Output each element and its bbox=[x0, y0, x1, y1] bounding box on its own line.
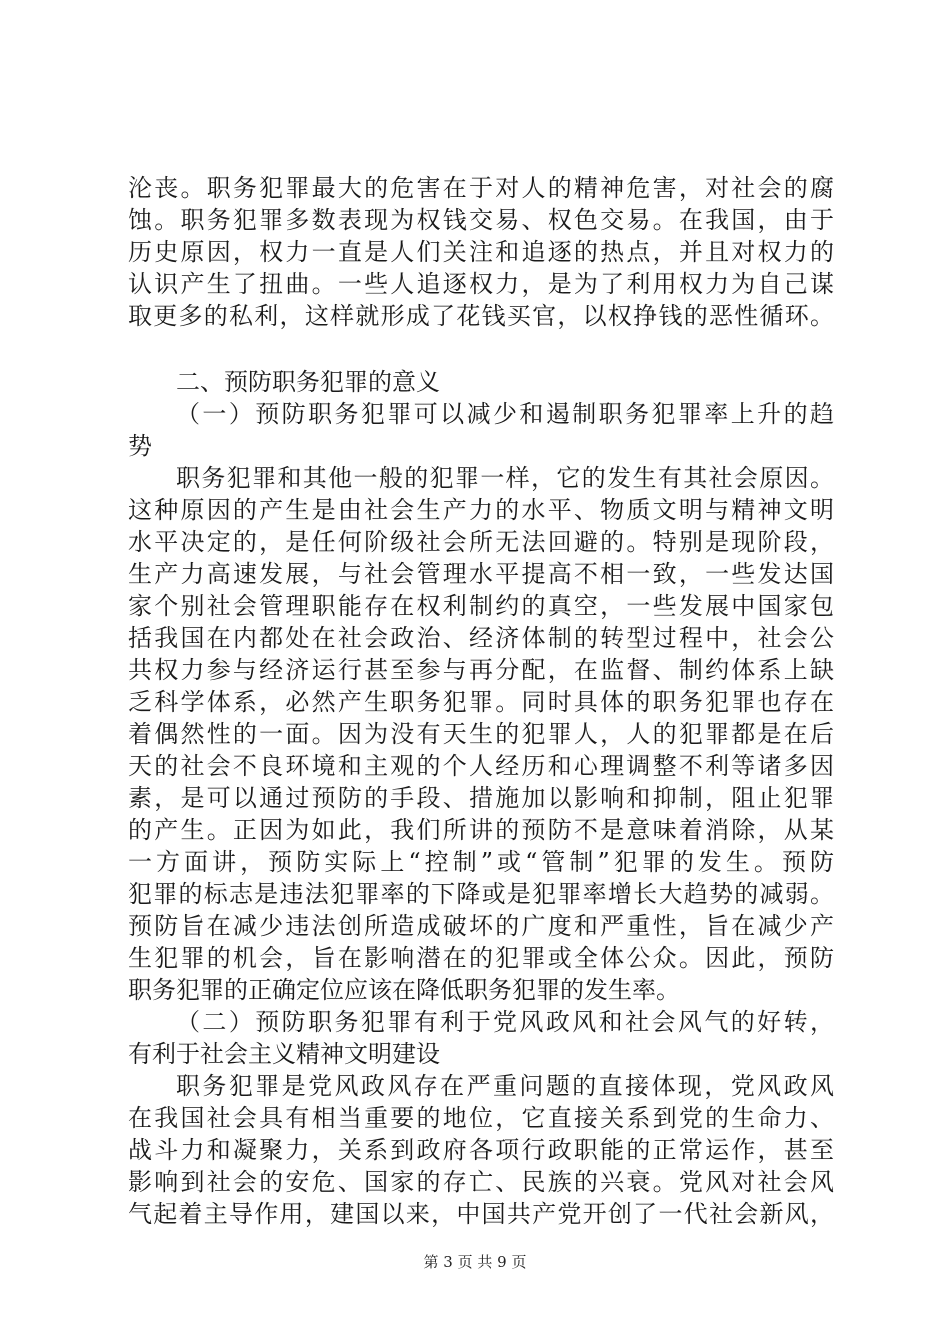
text-line: 的产生。正因为如此，我们所讲的预防不是意味着消除，从某 bbox=[128, 816, 834, 844]
paragraph-gap bbox=[128, 332, 834, 366]
text-line: 职务犯罪的正确定位应该在降低职务犯罪的发生率。 bbox=[128, 976, 680, 1004]
text-line: 战斗力和凝聚力，关系到政府各项行政职能的正常运作，甚至 bbox=[128, 1136, 834, 1164]
text-line: 天的社会不良环境和主观的个人经历和心理调整不利等诸多因 bbox=[128, 752, 834, 780]
text-line: 水平决定的，是任何阶级社会所无法回避的。特别是现阶段， bbox=[128, 528, 834, 556]
subheading-line: 势 bbox=[128, 432, 152, 460]
paragraph-1 bbox=[128, 462, 834, 1006]
subheading-line: 有利于社会主义精神文明建设 bbox=[128, 1040, 440, 1068]
text-line: 职务犯罪是党风政风存在严重问题的直接体现，党风政风 bbox=[176, 1072, 834, 1100]
text-line: 蚀。职务犯罪多数表现为权钱交易、权色交易。在我国，由于 bbox=[128, 206, 834, 234]
page-number-label: 第 3 页 共 9 页 bbox=[423, 1253, 527, 1271]
section-heading: 二、预防职务犯罪的意义 bbox=[176, 368, 440, 396]
text-line: 这种原因的产生是由社会生产力的水平、物质文明与精神文明 bbox=[128, 496, 834, 524]
paragraph-2 bbox=[128, 1070, 834, 1230]
text-line: 预防旨在减少违法创所造成破坏的广度和严重性，旨在减少产 bbox=[128, 912, 834, 940]
paragraph-continuation bbox=[128, 172, 834, 332]
text-line: 家个别社会管理职能存在权利制约的真空，一些发展中国家包 bbox=[128, 592, 834, 620]
text-line: 着偶然性的一面。因为没有天生的犯罪人，人的犯罪都是在后 bbox=[128, 720, 834, 748]
text-line: 认识产生了扭曲。一些人追逐权力，是为了利用权力为自己谋 bbox=[128, 270, 834, 298]
subheading-line: （一）预防职务犯罪可以减少和遏制职务犯罪率上升的趋 bbox=[176, 400, 834, 428]
text-line: 历史原因，权力一直是人们关注和追逐的热点，并且对权力的 bbox=[128, 238, 834, 266]
text-line: 在我国社会具有相当重要的地位，它直接关系到党的生命力、 bbox=[128, 1104, 834, 1132]
subheading-1 bbox=[128, 398, 834, 462]
subheading-2 bbox=[128, 1006, 834, 1070]
text-line: 取更多的私利，这样就形成了花钱买官，以权挣钱的恶性循环。 bbox=[128, 302, 834, 330]
text-line: 沦丧。职务犯罪最大的危害在于对人的精神危害，对社会的腐 bbox=[128, 174, 834, 202]
text-line: 生犯罪的机会，旨在影响潜在的犯罪或全体公众。因此，预防 bbox=[128, 944, 834, 972]
subheading-line: （二）预防职务犯罪有利于党风政风和社会风气的好转， bbox=[176, 1008, 834, 1036]
page-footer bbox=[0, 1252, 950, 1272]
text-line: 犯罪的标志是违法犯罪率的下降或是犯罪率增长大趋势的减弱。 bbox=[128, 880, 834, 908]
text-line: 乏科学体系，必然产生职务犯罪。同时具体的职务犯罪也存在 bbox=[128, 688, 834, 716]
text-line: 气起着主导作用，建国以来，中国共产党开创了一代社会新风， bbox=[128, 1200, 834, 1228]
text-line: 职务犯罪和其他一般的犯罪一样，它的发生有其社会原因。 bbox=[176, 464, 834, 492]
text-line: 素，是可以通过预防的手段、措施加以影响和抑制，阻止犯罪 bbox=[128, 784, 834, 812]
text-line: 共权力参与经济运行甚至参与再分配，在监督、制约体系上缺 bbox=[128, 656, 834, 684]
document-page bbox=[128, 172, 834, 1230]
text-line: 一方面讲，预防实际上“控制”或“管制”犯罪的发生。预防 bbox=[128, 848, 834, 876]
text-line: 括我国在内都处在社会政治、经济体制的转型过程中，社会公 bbox=[128, 624, 834, 652]
text-line: 影响到社会的安危、国家的存亡、民族的兴衰。党风对社会风 bbox=[128, 1168, 834, 1196]
text-line: 生产力高速发展，与社会管理水平提高不相一致，一些发达国 bbox=[128, 560, 834, 588]
